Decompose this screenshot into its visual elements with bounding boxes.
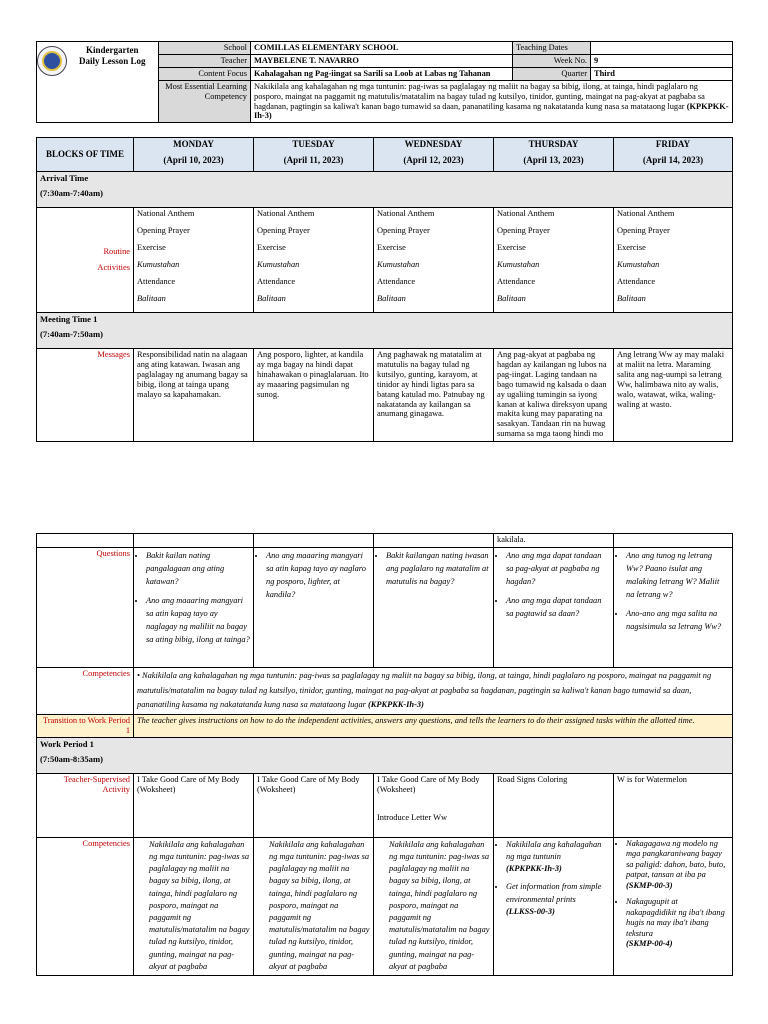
activity-tuesday: I Take Good Care of My Body (Woksheet) — [254, 773, 374, 837]
teacher-supervised-label: Teacher-Supervised Activity — [37, 773, 134, 837]
arrival-time-section — [37, 172, 733, 208]
day-header-monday — [134, 138, 254, 172]
routine-activities-label — [37, 208, 134, 313]
day-header-tuesday — [254, 138, 374, 172]
content-focus-label: Content Focus — [159, 67, 251, 80]
lesson-table-continued — [36, 533, 733, 976]
message-thursday: Ang pag-akyat at pagbaba ng hagdan ay kailangan ng lubos na pag-iingat. Laging tandaan na bago tumawid ng kalsada o daan ay ugaliing tumingin sa iyong kanan at kaliwa direksyon upang makita kung may paparating na sasakyan. Tandaan rin na huwag sumama sa mga taong hindi mo — [494, 349, 614, 442]
day-name: WEDNESDAY — [404, 139, 463, 149]
routine-list-thursday: National Anthem Opening Prayer Exercise Kumustahan Attendance Balitaan — [494, 208, 614, 313]
work-competency-friday: • Nakagagawa ng modelo ng mga pangkaraniwang bagay sa paligid: dahon, bato, buto, patpat, tansan at iba pa (SKMP-00-3) • Nakagugupit at nakapagdidikit ng iba't ibang hugis na may iba't ibang tekstura (SKMP-00-4) — [614, 837, 733, 975]
title-line2: Daily Lesson Log — [78, 55, 146, 66]
week-value: 9 — [591, 54, 733, 67]
questions-label: Questions — [37, 548, 134, 668]
message-thursday-continued: kakilala. — [494, 534, 614, 548]
day-date: (April 10, 2023) — [163, 154, 224, 165]
day-name: TUESDAY — [292, 139, 335, 149]
day-date: (April 13, 2023) — [523, 154, 584, 165]
meeting-title: Meeting Time 1 — [40, 314, 98, 324]
question-item: • Ano-ano ang mga salita na nagsisimula sa letrang Ww? — [626, 607, 729, 633]
activity-thursday: Road Signs Coloring — [494, 773, 614, 837]
question-item: • Ano ang maaaring mangyari sa atin kapag tayo ay naglagay ng maliliit na bagay sa ating bibig, ilong at tainga? — [146, 594, 250, 646]
activities-label: Activities — [97, 263, 130, 272]
melc-cell — [251, 80, 733, 123]
day-header-friday — [614, 138, 733, 172]
activity-friday: W is for Watermelon — [614, 773, 733, 837]
work-competency-thursday: • Nakikilala ang kahalagahan ng mga tuntunin (KPKPKK-Ih-3) • Get information from simple environmental prints (LLKSS-00-3) — [494, 837, 614, 975]
lesson-table — [36, 137, 733, 442]
competencies-label: Competencies — [37, 668, 134, 715]
question-item: • Ano ang mga dapat tandaan sa pagtawid sa daan? — [506, 594, 610, 620]
activity-wednesday: I Take Good Care of My Body (Woksheet) Introduce Letter Ww — [374, 773, 494, 837]
teaching-dates-value — [591, 42, 733, 55]
question-item: • Ano ang tunog ng letrang Ww? Paano isulat ang malaking letrang W? Maliit na letrang w? — [626, 549, 729, 601]
melc-text: Nakikilala ang kahalagahan ng mga tuntunin: pag-iwas sa paglalagay ng maliit na bagay sa bibig, ilong, at tainga, hindi paglalaro ng posporo, maingat na paggamit ng matutulis/matatalim na bagay tulad ng kutsilyo, tinidor, gunting, maingat na pag-akyat at pagbaba sa hagdanan, pagtingin sa kaliwa't kanan bago tumawid sa daan, pananatiling kasama ng nakatatanda kung nasa sa matataong lugar — [254, 81, 705, 111]
transition-label: Transition to Work Period 1 — [37, 715, 134, 738]
question-item: • Bakit kailangan nating iwasan ang paglalaro ng matatalim at matutulis na bagay? — [386, 549, 490, 588]
transition-text: The teacher gives instructions on how to do the independent activities, answers any questions, and tells the learners to do their assigned tasks within the allotted time. — [134, 715, 733, 738]
activity-monday: I Take Good Care of My Body (Woksheet) — [134, 773, 254, 837]
day-date: (April 14, 2023) — [642, 154, 704, 165]
routine-list-friday: National Anthem Opening Prayer Exercise Kumustahan Attendance Balitaan — [614, 208, 733, 313]
message-tuesday: Ang posporo, lighter, at kandila ay mga bagay na hindi dapat hinahawakan o pinaglalaruan. Ito ay maaaring pagsimulan ng sunog. — [254, 349, 374, 442]
arrival-title: Arrival Time — [40, 173, 89, 183]
deped-logo-cell — [37, 42, 67, 123]
questions-wednesday — [374, 548, 494, 668]
work-competency-wednesday: • Nakikilala ang kahalagahan ng mga tuntunin: pag-iwas sa paglalagay ng maliit na bagay sa bibig, ilong, at tainga, hindi paglalaro ng posporo, maingat na paggamit ng matutulis/matatalim na bagay tulad ng kutsilyo, tinidor, gunting, maingat na pag-akyat at pagbaba — [374, 837, 494, 975]
work-period-section — [37, 737, 733, 773]
competency-code: (KPKPKK-Ih-3) — [368, 700, 424, 710]
header-table — [36, 41, 733, 123]
teacher-value: MAYBELENE T. NAVARRO — [251, 54, 513, 67]
meeting-time: (7:40am-7:50am) — [40, 329, 104, 340]
dll-title — [67, 42, 159, 123]
message-monday: Responsibilidad natin na alagaan ang ating katawan. Iwasan ang paglalagay ng anumang bagay sa bibig, ilong at tainga upang malayo sa kapahamakan. — [134, 349, 254, 442]
work-competencies-label: Competencies — [37, 837, 134, 975]
day-header-thursday — [494, 138, 614, 172]
question-item: • Bakit kailan nating pangalagaan ang ating katawan? — [146, 549, 250, 588]
deped-seal-icon — [37, 46, 67, 76]
blocks-of-time-header: BLOCKS OF TIME — [37, 138, 134, 172]
continued-section — [36, 533, 732, 976]
day-header-wednesday — [374, 138, 494, 172]
work-period-time: (7:50am-8:35am) — [40, 754, 104, 765]
day-name: MONDAY — [173, 139, 214, 149]
arrival-time: (7:30am-7:40am) — [40, 188, 104, 199]
question-item: • Ano ang maaaring mangyari sa atin kapag tayo ay naglaro ng posporo, lighter, at kandila? — [266, 549, 370, 601]
melc-code: (KPKPKK-Ih-3) — [254, 101, 729, 121]
routine-list-monday: National Anthem Opening Prayer Exercise Kumustahan Attendance Balitaan — [134, 208, 254, 313]
work-period-title: Work Period 1 — [40, 738, 94, 749]
questions-thursday — [494, 548, 614, 668]
meeting-time-section — [37, 313, 733, 349]
day-name: THURSDAY — [528, 139, 579, 149]
routine-list-wednesday: National Anthem Opening Prayer Exercise Kumustahan Attendance Balitaan — [374, 208, 494, 313]
day-name: FRIDAY — [655, 139, 691, 149]
routine-label: Routine — [103, 247, 130, 257]
day-date: (April 11, 2023) — [283, 154, 344, 165]
week-label: Week No. — [513, 54, 591, 67]
message-friday: Ang letrang Ww ay may malaki at maliit na letra. Maraming salita ang nag-uumpi sa letrang Ww, halimbawa nito ay walis, walo, watawat, wika, waling-waling at wasto. — [614, 349, 733, 442]
content-focus-value: Kahalagahan ng Pag-iingat sa Sarili sa Loob at Labas ng Tahanan — [251, 67, 513, 80]
main-section — [36, 137, 732, 442]
melc-label: Most Essential Learning Competency — [159, 80, 251, 123]
routine-list-tuesday: National Anthem Opening Prayer Exercise Kumustahan Attendance Balitaan — [254, 208, 374, 313]
header-section — [36, 41, 732, 123]
day-date: (April 12, 2023) — [403, 154, 464, 165]
quarter-value: Third — [591, 67, 733, 80]
teacher-label: Teacher — [159, 54, 251, 67]
questions-friday — [614, 548, 733, 668]
work-competency-monday: • Nakikilala ang kahalagahan ng mga tuntunin: pag-iwas sa paglalagay ng maliit na bagay sa bibig, ilong, at tainga, hindi paglalaro ng posporo, maingat na paggamit ng matutulis/matatalim na bagay tulad ng kutsilyo, tinidor, gunting, maingat na pag-akyat at pagbaba — [134, 837, 254, 975]
messages-label: Messages — [37, 349, 134, 442]
questions-tuesday — [254, 548, 374, 668]
teaching-dates-label: Teaching Dates — [513, 42, 591, 55]
title-line1: Kindergarten — [86, 45, 139, 55]
competencies-meeting: • Nakikilala ang kahalagahan ng mga tuntunin: pag-iwas sa paglalagay ng maliit na bagay sa bibig, ilong, at tainga, hindi paglalaro ng posporo, maingat na paggamit ng matutulis/matatalim na bagay tulad ng kutsilyo, tinidor, gunting, maingat na pag-akyat at pagbaba sa hagdanan, pagtingin sa kaliwa't kanan bago tumawid sa daan, pananatiling kasama ng nakatatanda kung nasa sa matataong lugar (KPKPKK-Ih-3) — [134, 668, 733, 715]
quarter-label: Quarter — [513, 67, 591, 80]
school-value: COMILLAS ELEMENTARY SCHOOL — [251, 42, 513, 55]
message-wednesday: Ang paghawak ng matatalim at matutulis na bagay tulad ng kutsilyo, gunting, karayom, at tinidor ay hindi ligtas para sa batang katulad mo. Patnubay ng nakatatanda ay kailangan sa anumang ginagawa. — [374, 349, 494, 442]
question-item: • Ano ang mga dapat tandaan sa pag-akyat at pagbaba ng hagdan? — [506, 549, 610, 588]
questions-monday — [134, 548, 254, 668]
school-label: School — [159, 42, 251, 55]
competency-text: Nakikilala ang kahalagahan ng mga tuntunin: pag-iwas sa paglalagay ng maliit na bagay sa bibig, ilong, at tainga, hindi paglalaro ng posporo, maingat na paggamit ng matutulis/matatalim na bagay tulad ng kutsilyo, tinidor, gunting, maingat na pag-akyat at pagbaba sa hagdanan, pagtingin sa kaliwa't kanan bago tumawid sa daan, pananatiling kasama ng nakatatanda kung nasa sa matataong lugar — [137, 671, 712, 710]
work-competency-tuesday: • Nakikilala ang kahalagahan ng mga tuntunin: pag-iwas sa paglalagay ng maliit na bagay sa bibig, ilong, at tainga, hindi paglalaro ng posporo, maingat na paggamit ng matutulis/matatalim na bagay tulad ng kutsilyo, tinidor, gunting, maingat na pag-akyat at pagbaba — [254, 837, 374, 975]
wednesday-extra-activity: Introduce Letter Ww — [377, 812, 448, 822]
